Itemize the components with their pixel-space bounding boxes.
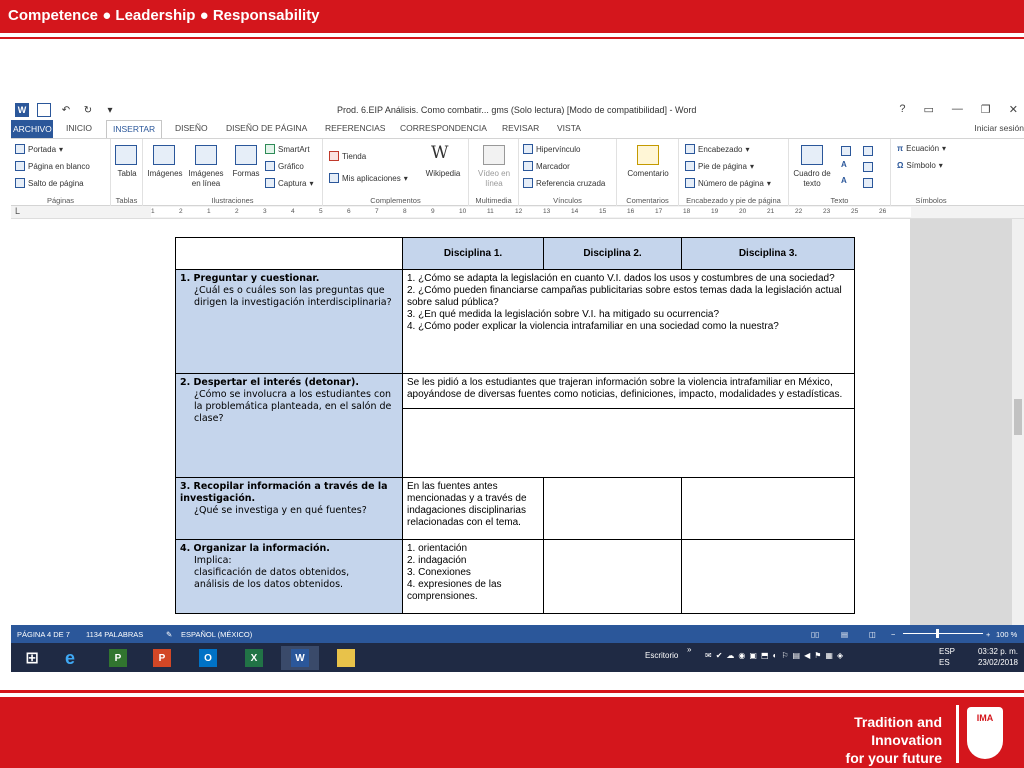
question-text: ¿Qué se investiga y en qué fuentes? [194,505,367,516]
close-button[interactable]: ✕ [1008,104,1018,116]
ribbon-insertar [11,138,1024,206]
footer-divider [0,690,1024,693]
page-break-icon [15,178,25,188]
page-indicator[interactable]: PÁGINA 4 DE 7 [17,630,70,639]
tab-diseno-pagina[interactable]: DISEÑO DE PÁGINA [226,123,308,133]
internet-explorer-icon: e [64,647,75,668]
ruler-number: 11 [487,208,494,215]
help-button[interactable]: ? [899,103,906,115]
windows-logo-icon: ⊞ [25,650,39,667]
windows-taskbar [11,643,1024,672]
group-label-vinculos: Vínculos [553,196,582,205]
document-area [11,219,1012,625]
logo-text: IMA [976,713,994,723]
window-controls [899,103,1018,116]
video-en-linea-button[interactable]: Vídeo en línea [477,169,511,188]
object-icon[interactable] [863,178,873,188]
ruler-number: 14 [571,208,579,215]
powerpoint-icon: P [153,649,171,667]
group-vinculos [519,139,617,206]
chart-icon [265,161,275,171]
group-label-multimedia: Multimedia [475,196,512,205]
web-layout-icon[interactable]: ◫ [869,630,877,639]
vertical-scrollbar[interactable] [1012,219,1024,625]
referencia-cruzada-button[interactable]: Referencia cruzada [523,178,605,188]
table-row [176,540,855,614]
question-title: 2. Despertar el interés (detonar). [180,377,359,388]
table-header-row [176,238,855,270]
taskbar-outlook[interactable] [189,646,227,670]
group-multimedia [469,139,519,206]
ruler-number: 16 [627,208,635,215]
project-icon: P [109,649,127,667]
simbolo-button[interactable]: Ω Símbolo ▾ [897,161,943,170]
answer-cell: 1. orientación 2. indagación 3. Conexiones 4. expresiones de las comprensiones. [403,540,544,614]
cross-reference-icon [523,178,533,188]
ruler-number: 23 [823,208,831,215]
ruler-number: 8 [403,208,407,215]
ruler-number: 1 [207,208,211,215]
pi-icon: π [897,144,904,153]
word-window [11,100,1024,672]
scrollbar-thumb[interactable] [1014,399,1022,435]
ruler-number: 7 [375,208,379,215]
online-pictures-icon [195,145,217,165]
group-label-comentarios: Comentarios [626,196,669,205]
header-tagline: Competence ● Leadership ● Responsability [8,7,320,24]
taskbar-project[interactable] [99,646,137,670]
group-label-encabezado: Encabezado y pie de página [686,196,781,205]
header-disciplina-1: Disciplina 1. [403,238,544,270]
ruler-number: 26 [879,208,887,215]
omega-icon: Ω [897,161,904,170]
ribbon-tabs [11,120,1024,138]
footer-icon [685,161,695,171]
blank-page-icon [15,161,25,171]
tab-correspondencia[interactable]: CORRESPONDENCIA [400,123,487,133]
undo-icon[interactable]: ↶ [61,104,71,116]
tab-selector-icon[interactable]: L [15,206,21,216]
group-tablas [111,139,143,206]
status-bar [11,625,1024,643]
comment-icon [637,145,659,165]
my-apps-icon [329,173,339,183]
ruler-number: 12 [515,208,523,215]
group-texto [789,139,891,206]
header-icon [685,144,695,154]
ruler-number: 18 [683,208,691,215]
word-app-icon: W [15,103,29,117]
smartart-icon [265,144,275,154]
folder-icon [337,649,355,667]
numero-de-pagina-button[interactable]: Número de página ▾ [685,178,771,188]
window-title: Prod. 6.EIP Análisis. Como combatir... gms (Solo lectura) [Modo de compatibilidad] - Word [337,105,697,115]
question-cell [176,374,403,478]
group-paginas [11,139,111,206]
footer-tagline: Tradition and Innovation for your future [845,714,942,766]
discipline-table [175,237,855,614]
question-text: ¿Cómo se involucra a los estudiantes con la problemática planteada, en el salón de clase? [194,389,392,424]
start-button[interactable] [13,646,51,670]
zoom-in-button[interactable]: + [986,630,991,639]
zoom-slider-knob[interactable] [936,629,939,638]
quick-parts-icon[interactable] [841,146,851,156]
ruler-number: 4 [291,208,295,215]
encabezado-button[interactable]: Encabezado ▾ [685,144,750,154]
captura-button[interactable]: Captura ▾ [265,178,313,188]
taskbar-word[interactable] [281,646,319,670]
answer-cell: 1. ¿Cómo se adapta la legislación en cuanto V.I. dados los usos y costumbres de una sociedad? 2. ¿Cómo pueden financiarse campañas publicitarias sobre estos temas dada la legislación actual sobre salud pública? 3. ¿En qué medida la legislación sobre V.I. ha mitigado su ocurrencia? 4. ¿Cómo poder explicar la violencia intrafamiliar en una sociedad como la nuestra? [403,270,855,374]
question-text: Implica: clasificación de datos obtenidos, análisis de los datos obtenidos. [194,555,350,590]
answer-text: Se les pidió a los estudiantes que trajeran información sobre la violencia intrafamiliar en México, apoyándose de diversas fuentes como noticias, definiciones, impacto, modalidades y estadísticas. [407,377,843,400]
answer-cell [403,374,855,478]
tienda-button[interactable]: Tienda [329,151,366,161]
pictures-icon [153,145,175,165]
shapes-icon [235,145,257,165]
smartart-button[interactable]: SmartArt [265,144,310,154]
ruler-number: 19 [711,208,719,215]
toolbar-expand-icon[interactable]: » [687,645,692,654]
group-simbolos [891,139,971,206]
tab-archivo[interactable]: ARCHIVO [11,120,53,138]
restore-button[interactable]: ❐ [980,104,991,116]
salto-de-pagina-button[interactable]: Salto de página [15,178,84,188]
ruler-number: 22 [795,208,803,215]
desktop-toolbar[interactable]: Escritorio [645,651,679,660]
table-row [176,270,855,374]
tabla-button[interactable]: Tabla [117,169,137,178]
system-clock[interactable]: 03:32 p. m. 23/02/2018 [977,647,1018,667]
wordart-icon[interactable]: A [841,160,847,169]
question-title: 1. Preguntar y cuestionar. [180,273,320,284]
sign-in-link[interactable]: Iniciar sesión [974,123,1024,133]
group-comentarios [617,139,679,206]
taskbar-excel[interactable] [235,646,273,670]
taskbar-powerpoint[interactable] [143,646,181,670]
grafico-button[interactable]: Gráfico [265,161,304,171]
slide-header-banner [0,0,1024,33]
hyperlink-icon [523,144,533,154]
store-icon [329,151,339,161]
minimize-button[interactable]: — [951,103,963,115]
header-blank-cell [176,238,403,270]
question-title: 4. Organizar la información. [180,543,330,554]
group-complementos [323,139,469,206]
ruler-number: 17 [655,208,663,215]
group-label-paginas: Páginas [46,196,75,205]
quick-access-toolbar [15,103,117,117]
title-bar [11,100,1024,120]
marcador-button[interactable]: Marcador [523,161,570,171]
text-box-icon [801,145,823,165]
document-page[interactable] [11,219,910,625]
ruler-number: 2 [179,208,183,215]
ruler-number: 25 [851,208,859,215]
imagenes-button[interactable]: Imágenes [147,169,183,178]
tab-diseno[interactable]: DISEÑO [175,123,208,133]
tab-vista[interactable]: VISTA [557,123,581,133]
empty-cell [544,478,682,540]
screenshot-icon [265,178,275,188]
group-label-simbolos: Símbolos [915,196,947,205]
zoom-slider[interactable] [903,633,983,634]
pie-de-pagina-button[interactable]: Pie de página ▾ [685,161,754,171]
ruler-number: 2 [235,208,239,215]
input-language[interactable]: ESP ES [939,647,956,667]
ruler-number: 20 [739,208,747,215]
wikipedia-icon: W [431,143,449,163]
signature-line-icon[interactable] [863,146,873,156]
answer-empty-subrow [403,408,854,466]
word-icon: W [291,649,309,667]
drop-cap-icon[interactable]: A [841,176,847,185]
question-text: ¿Cuál es o cuáles son las preguntas que dirigen la investigación interdisciplinaria? [194,285,392,308]
ruler-number: 1 [151,208,155,215]
ruler-number: 13 [543,208,551,215]
mis-aplicaciones-button[interactable]: Mis aplicaciones ▾ [329,173,408,183]
word-count[interactable]: 1134 PALABRAS [86,630,144,639]
shield-icon [967,707,1003,759]
group-label-complementos: Complementos [370,196,421,205]
comentario-button[interactable]: Comentario [627,169,669,178]
header-disciplina-3: Disciplina 3. [682,238,855,270]
tab-referencias[interactable]: REFERENCIAS [325,123,386,133]
print-layout-icon[interactable]: ▤ [841,630,849,639]
ima-logo [956,705,1008,763]
group-encabezado [679,139,789,206]
read-mode-icon[interactable]: ▯▯ [811,630,820,639]
system-tray-icons[interactable]: ✉✔☁◉▣⬒◐⚐▤◀⚑▦◈ [705,651,848,660]
header-divider [0,37,1024,39]
taskbar-explorer[interactable] [327,646,365,670]
redo-icon[interactable]: ↻ [83,104,93,116]
taskbar-ie[interactable] [51,646,89,670]
question-cell [176,270,403,374]
ruler-scale[interactable] [151,207,911,217]
group-label-tablas: Tablas [115,196,138,205]
bookmark-icon [523,161,533,171]
tab-inicio[interactable]: INICIO [66,123,92,133]
ruler-number: 3 [263,208,267,215]
group-label-texto: Texto [830,196,849,205]
ruler-number: 15 [599,208,607,215]
answer-cell: En las fuentes antes mencionadas y a través de indagaciones disciplinarias relacionadas con el tema. [403,478,544,540]
ecuacion-button[interactable]: π Ecuación ▾ [897,144,947,153]
wikipedia-button[interactable]: Wikipedia [425,169,461,178]
ruler-number: 6 [347,208,351,215]
imagenes-en-linea-button[interactable]: Imágenes en línea [188,169,224,188]
customize-qat-icon[interactable]: ▾ [107,104,113,116]
page-number-icon [685,178,695,188]
zoom-out-button[interactable]: − [891,630,896,639]
header-disciplina-2: Disciplina 2. [544,238,682,270]
language-indicator[interactable]: ESPAÑOL (MÉXICO) [181,630,253,639]
pagina-en-blanco-button[interactable]: Página en blanco [15,161,90,171]
ruler-number: 5 [319,208,323,215]
outlook-icon: O [199,649,217,667]
empty-cell [682,478,855,540]
portada-button[interactable]: Portada ▾ [15,144,63,154]
hipervinculo-button[interactable]: Hipervínculo [523,144,580,154]
question-cell [176,478,403,540]
save-icon[interactable] [37,103,51,117]
horizontal-ruler [11,206,1024,219]
cover-page-icon [15,144,25,154]
cuadro-de-texto-button[interactable]: Cuadro de texto [793,169,831,188]
date-time-icon[interactable] [863,162,873,172]
empty-cell [544,540,682,614]
ribbon-options-icon[interactable]: ▭ [923,104,934,116]
formas-button[interactable]: Formas [232,169,260,178]
table-row [176,478,855,540]
online-video-icon [483,145,505,165]
group-label-ilustraciones: Ilustraciones [211,196,254,205]
question-cell [176,540,403,614]
empty-cell [682,540,855,614]
ruler-number: 21 [767,208,775,215]
ruler-number: 10 [459,208,467,215]
tab-revisar[interactable]: REVISAR [502,123,540,133]
zoom-level[interactable]: 100 % [996,630,1018,639]
table-icon [115,145,137,165]
excel-icon: X [245,649,263,667]
proofing-icon[interactable]: ✎ [166,630,173,639]
tab-insertar[interactable]: INSERTAR [106,120,162,138]
ruler-number: 9 [431,208,435,215]
table-row [176,374,855,478]
question-title: 3. Recopilar información a través de la investigación. [180,481,388,504]
group-ilustraciones [143,139,323,206]
